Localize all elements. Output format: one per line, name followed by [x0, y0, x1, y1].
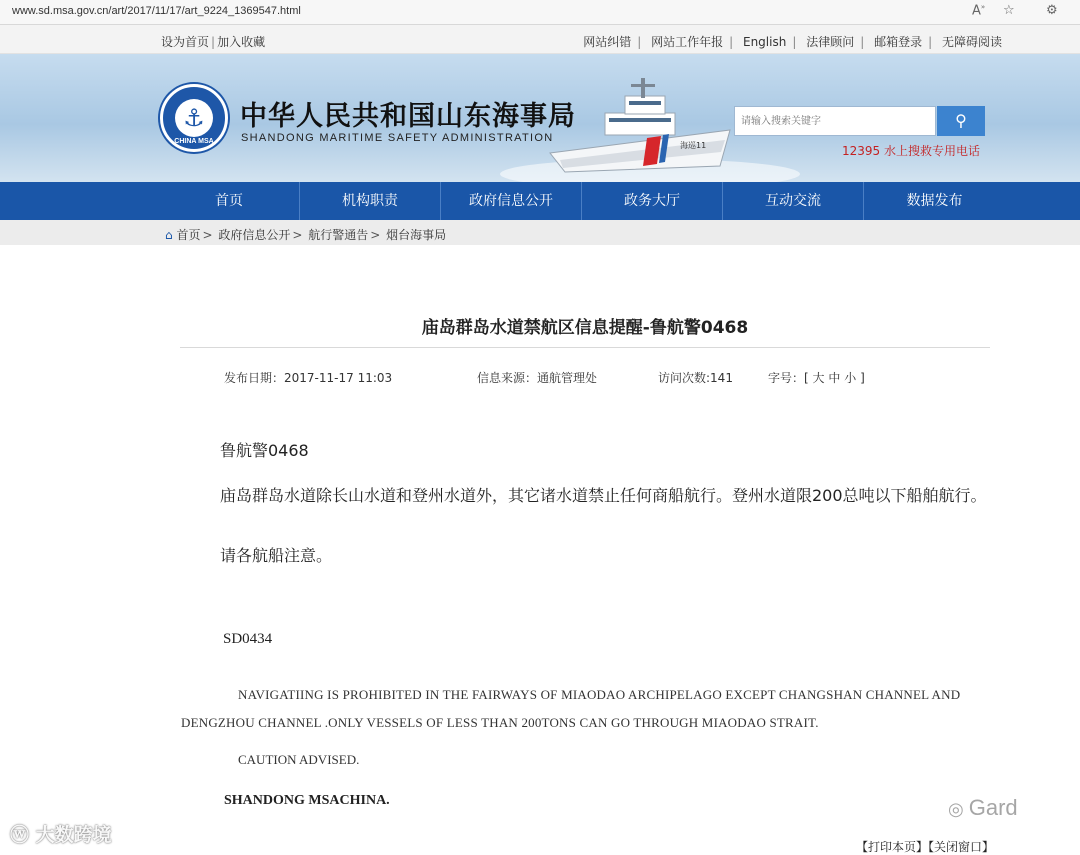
cn-warning-body: 庙岛群岛水道除长山水道和登州水道外，其它诸水道禁止任何商船航行。登州水道限200总吨以下船舶航行。 — [220, 486, 987, 505]
visit-count: 访问次数:141 — [658, 371, 733, 385]
set-home-link[interactable]: 设为首页 — [161, 35, 210, 49]
search-icon: ⚲ — [955, 111, 967, 130]
font-size-control: 字号：[ 大 中 小 ] — [768, 371, 865, 385]
en-signature: SHANDONG MSACHINA. — [224, 793, 390, 808]
address-url[interactable]: www.sd.msa.gov.cn/art/2017/11/17/art_9224_1369547.html — [12, 5, 301, 17]
mail-login-link[interactable]: 邮箱登录 — [874, 35, 923, 49]
accessibility-link[interactable]: 无障碍阅读 — [941, 35, 1002, 49]
breadcrumb-home[interactable]: 首页 — [176, 228, 201, 242]
msa-logo[interactable] — [160, 84, 228, 152]
settings-icon[interactable]: ⚙ — [1046, 3, 1058, 18]
title-divider — [180, 347, 990, 348]
site-banner — [0, 54, 1080, 182]
legal-advisor-link[interactable]: 法律顾问 — [806, 35, 855, 49]
font-size-medium[interactable]: 中 — [828, 371, 841, 385]
breadcrumb-yantai[interactable]: 烟台海事局 — [386, 228, 447, 242]
wechat-icon: ◎ — [948, 799, 969, 819]
font-size-small[interactable]: 小 — [844, 371, 857, 385]
footer-tools — [856, 838, 994, 855]
english-link[interactable]: English — [742, 35, 787, 49]
info-source: 信息来源：通航管理处 — [477, 371, 598, 385]
nav-item-interaction[interactable]: 互动交流 — [723, 182, 864, 220]
top-left-links — [161, 33, 265, 50]
cn-warning-note: 请各航船注意。 — [220, 546, 333, 565]
en-warning-body: NAVIGATIING IS PROHIBITED IN THE FAIRWAYS OF MIAODAO ARCHIPELAGO EXCEPT CHANGSHAN CHANNEL AND DENGZHOU CHANNEL .ONLY VESSELS OF LESS THAN 200TONS CAN GO THROUGH MIAODAO STRAIT. — [181, 687, 961, 730]
top-link-strip — [0, 25, 1080, 54]
browser-address-bar — [0, 0, 1080, 25]
breadcrumb-gov-info[interactable]: 政府信息公开 — [218, 228, 291, 242]
logo-caption: CHINA MSA — [174, 138, 214, 145]
font-size-large[interactable]: 大 — [812, 371, 825, 385]
home-icon: ⌂ — [165, 228, 173, 242]
nav-item-data-release[interactable]: 数据发布 — [906, 193, 963, 209]
nav-item-duties[interactable]: 机构职责 — [300, 182, 441, 220]
error-report-link[interactable]: 网站纠错 — [583, 35, 632, 49]
nav-item-gov-info[interactable]: 政府信息公开 — [441, 182, 582, 220]
search-button[interactable] — [937, 106, 985, 136]
nav-item-service-hall[interactable]: 政务大厅 — [582, 182, 723, 220]
search-input[interactable] — [734, 106, 936, 136]
nav-item-home[interactable]: 首页 — [159, 182, 300, 220]
print-page-link[interactable]: 【打印本页】 — [855, 840, 928, 854]
watermark-left: ⓦ 大数跨境 — [10, 824, 112, 846]
breadcrumb: ⌂ 首页 > 政府信息公开 > 航行警通告 > 烟台海事局 — [165, 228, 447, 242]
site-subtitle: SHANDONG MARITIME SAFETY ADMINISTRATION — [241, 132, 554, 144]
weibo-icon: ⓦ — [10, 824, 36, 846]
article-title: 庙岛群岛水道禁航区信息提醒-鲁航警0468 — [421, 318, 749, 338]
main-navigation — [0, 182, 1080, 220]
anchor-icon: ⚓ — [183, 104, 205, 132]
en-caution: CAUTION ADVISED. — [238, 752, 360, 767]
annual-report-link[interactable]: 网站工作年报 — [651, 35, 724, 49]
en-warning-number: SD0434 — [223, 631, 273, 647]
breadcrumb-nav-warnings[interactable]: 航行警通告 — [308, 228, 369, 242]
add-favorite-link[interactable]: 加入收藏 — [217, 35, 266, 49]
top-right-links: 网站纠错 | 网站工作年报 | English | 法律顾问 | 邮箱登录 | 无障碍阅读 — [583, 35, 1002, 49]
cn-warning-number: 鲁航警0468 — [220, 441, 309, 460]
site-title: 中华人民共和国山东海事局 — [240, 101, 576, 132]
svg-text:海巡11: 海巡11 — [680, 141, 707, 150]
breadcrumb-bar — [0, 220, 1080, 245]
separator: | — [211, 35, 216, 49]
rescue-hotline: 12395 水上搜救专用电话 — [842, 144, 980, 158]
read-aloud-icon[interactable]: A» — [972, 3, 986, 19]
favorite-icon[interactable]: ☆ — [1003, 3, 1015, 18]
patrol-ship-image — [545, 68, 740, 178]
watermark-right: ◎ Gard — [948, 795, 1018, 820]
close-window-link[interactable]: 【关闭窗口】 — [927, 840, 994, 854]
publish-date: 发布日期：2017-11-17 11:03 — [224, 371, 393, 385]
